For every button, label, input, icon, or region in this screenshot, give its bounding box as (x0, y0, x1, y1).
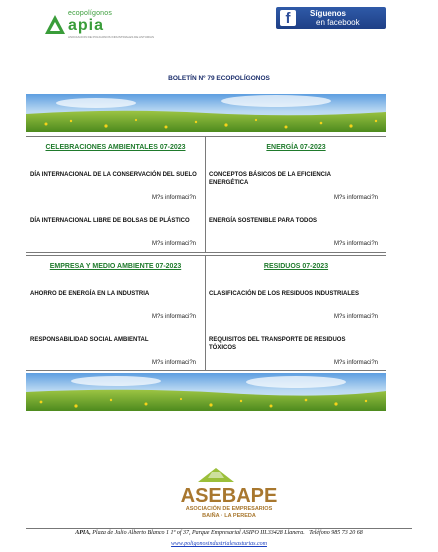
grid-divider-bottom (205, 255, 206, 371)
section-title-empresa[interactable]: EMPRESA Y MEDIO AMBIENTE 07-2023 (49, 263, 182, 270)
grid-middle-rule-2 (26, 255, 386, 256)
footer-website-link[interactable]: www.poligonosindustrialesasturias.com (171, 541, 267, 547)
more-info-link[interactable]: M?s informaci?n (334, 314, 379, 320)
apia-logo-icon (44, 14, 66, 36)
more-info-link[interactable]: M?s informaci?n (152, 360, 197, 366)
facebook-button[interactable] (276, 7, 386, 29)
footer-rule (26, 528, 412, 529)
svg-text:ASEBAPE: ASEBAPE (180, 485, 278, 507)
asebape-line2: BAIÑA · LA PEREDA (202, 513, 256, 519)
bulletin-title: BOLETÍN Nº 79 ECOPOLÍGONOS (168, 75, 270, 82)
item-title[interactable]: DÍA INTERNACIONAL LIBRE DE BOLSAS DE PLÁSTICO (30, 218, 190, 224)
item-title[interactable]: CONCEPTOS BÁSICOS DE LA EFICIENCIA ENERGÉTICA (209, 172, 331, 186)
asebape-wordmark (181, 485, 278, 507)
item-title[interactable]: CLASIFICACIÓN DE LOS RESIDUOS INDUSTRIALES (209, 291, 360, 297)
more-info-link[interactable]: M?s informaci?n (152, 195, 197, 201)
section-title-residuos[interactable]: RESIDUOS 07-2023 (263, 263, 329, 270)
footer-org: APIA, (75, 530, 91, 536)
footer-address (0, 530, 438, 536)
apia-logo[interactable] (44, 10, 155, 40)
more-info-link[interactable]: M?s informaci?n (334, 195, 379, 201)
footer-street: Plaza de Julio Alberto Blanco 1 1º of 37, Parque Empresarial ASIPO III.33428 Llanera. (92, 530, 305, 536)
facebook-label-1: Síguenos (310, 9, 347, 18)
grid-divider-top (205, 136, 206, 252)
facebook-icon: f (280, 10, 296, 26)
apia-small-text: ecopolígonos (68, 10, 113, 17)
item-title[interactable]: REQUISITOS DEL TRANSPORTE DE RESIDUOS TÓXICOS (209, 337, 346, 351)
more-info-link[interactable]: M?s informaci?n (334, 360, 379, 366)
more-info-link[interactable]: M?s informaci?n (334, 241, 379, 247)
more-info-link[interactable]: M?s informaci?n (152, 241, 197, 247)
asebape-line1: ASOCIACIÓN DE EMPRESARIOS (185, 506, 273, 512)
grid-middle-rule-1 (26, 252, 386, 253)
item-title[interactable]: RESPONSABILIDAD SOCIAL AMBIENTAL (30, 337, 149, 343)
item-title[interactable]: AHORRO DE ENERGÍA EN LA INDUSTRIA (30, 291, 150, 297)
apia-name: apia (68, 17, 105, 34)
item-title[interactable]: DÍA INTERNACIONAL DE LA CONSERVACIÓN DEL SUELO (30, 172, 197, 178)
section-title-celebraciones[interactable]: CELEBRACIONES AMBIENTALES 07-2023 (45, 144, 186, 151)
more-info-link[interactable]: M?s informaci?n (152, 314, 197, 320)
facebook-label-2: en facebook (316, 18, 360, 27)
footer-phone: Teléfono 985 73 20 68 (309, 530, 363, 536)
apia-tagline: ASOCIACION DE POLIGONOS INDUSTRIALES DE ASTURIAS (68, 35, 155, 39)
grid-bottom-rule (26, 370, 386, 371)
meadow-banner-top (26, 94, 386, 132)
item-title[interactable]: ENERGÍA SOSTENIBLE PARA TODOS (209, 218, 318, 224)
meadow-banner-bottom (26, 373, 386, 411)
grid-top-rule (26, 136, 386, 137)
asebape-logo[interactable] (168, 466, 290, 521)
asebape-logo-graphic (168, 466, 290, 521)
section-title-energia[interactable]: ENERGÍA 07-2023 (266, 144, 326, 151)
